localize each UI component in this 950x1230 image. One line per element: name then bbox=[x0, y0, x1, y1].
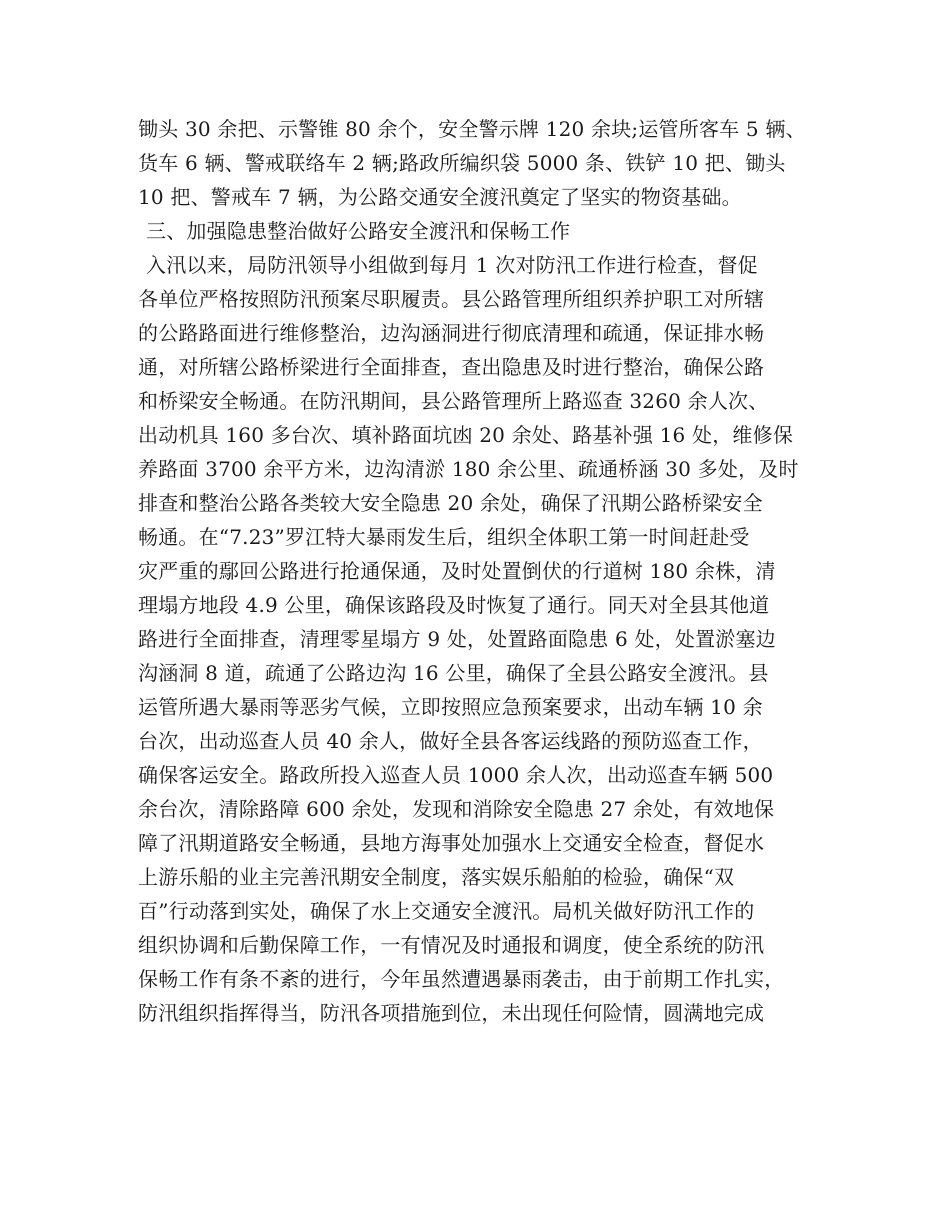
text-line: 畅通。在“7.23”罗江特大暴雨发生后，组织全体职工第一时间赶赴受 bbox=[138, 525, 750, 549]
text-line: 理塌方地段 4.9 公里，确保该路段及时恢复了通行。同天对全县其他道 bbox=[138, 593, 770, 617]
text-line: 百”行动落到实处，确保了水上交通安全渡汛。局机关做好防汛工作的 bbox=[138, 899, 755, 923]
text-line: 路进行全面排查，清理零星塌方 9 处，处置路面隐患 6 处，处置淤塞边 bbox=[138, 627, 776, 651]
text-line: 养路面 3700 余平方米，边沟清淤 180 余公里、疏通桥涵 30 多处，及时 bbox=[138, 457, 799, 481]
text-line: 余台次，清除路障 600 余处，发现和消除安全隐患 27 余处，有效地保 bbox=[138, 797, 775, 821]
text-line: 10 把、警戒车 7 辆，为公路交通安全渡汛奠定了坚实的物资基础。 bbox=[138, 185, 742, 209]
text-line: 各单位严格按照防汛预案尽职履责。县公路管理所组织养护职工对所辖 bbox=[138, 287, 765, 311]
text-line: 上游乐船的业主完善汛期安全制度，落实娱乐船舶的检验，确保“双 bbox=[138, 865, 735, 889]
text-line: 障了汛期道路安全畅通，县地方海事处加强水上交通安全检查，督促水 bbox=[138, 831, 765, 855]
text-line: 台次，出动巡查人员 40 余人，做好全县各客运线路的预防巡查工作， bbox=[138, 729, 763, 753]
text-line: 通，对所辖公路桥梁进行全面排查，查出隐患及时进行整治，确保公路 bbox=[138, 355, 765, 379]
text-line: 出动机具 160 多台次、填补路面坑凼 20 余处、路基补强 16 处，维修保 bbox=[138, 423, 794, 447]
text-line: 组织协调和后勤保障工作，一有情况及时通报和调度，使全系统的防汛 bbox=[138, 933, 765, 957]
body-text bbox=[138, 112, 818, 1030]
text-line: 保畅工作有条不紊的进行，今年虽然遭遇暴雨袭击，由于前期工作扎实， bbox=[138, 967, 785, 991]
text-line: 货车 6 辆、警戒联络车 2 辆;路政所编织袋 5000 条、铁铲 10 把、锄头 bbox=[138, 151, 786, 175]
text-line: 确保客运安全。路政所投入巡查人员 1000 余人次，出动巡查车辆 500 bbox=[138, 763, 774, 787]
text-line: 灾严重的鄢回公路进行抢通保通，及时处置倒伏的行道树 180 余株，清 bbox=[138, 559, 776, 583]
text-line: 运管所遇大暴雨等恶劣气候，立即按照应急预案要求，出动车辆 10 余 bbox=[138, 695, 763, 719]
text-line: 锄头 30 余把、示警锥 80 余个，安全警示牌 120 余块;运管所客车 5 辆、 bbox=[138, 117, 806, 141]
text-line: 排查和整治公路各类较大安全隐患 20 余处，确保了汛期公路桥梁安全 bbox=[138, 491, 763, 515]
text-line: 和桥梁安全畅通。在防汛期间，县公路管理所上路巡查 3260 余人次、 bbox=[138, 389, 769, 413]
section-heading: 三、加强隐患整治做好公路安全渡汛和保畅工作 bbox=[146, 219, 571, 243]
text-line: 入汛以来，局防汛领导小组做到每月 1 次对防汛工作进行检查，督促 bbox=[146, 253, 758, 277]
text-line: 沟涵洞 8 道，疏通了公路边沟 16 公里，确保了全县公路安全渡汛。县 bbox=[138, 661, 769, 685]
text-line: 的公路路面进行维修整治，边沟涵洞进行彻底清理和疏通，保证排水畅 bbox=[138, 321, 765, 345]
text-line: 防汛组织指挥得当，防汛各项措施到位，未出现任何险情，圆满地完成 bbox=[138, 1001, 765, 1025]
